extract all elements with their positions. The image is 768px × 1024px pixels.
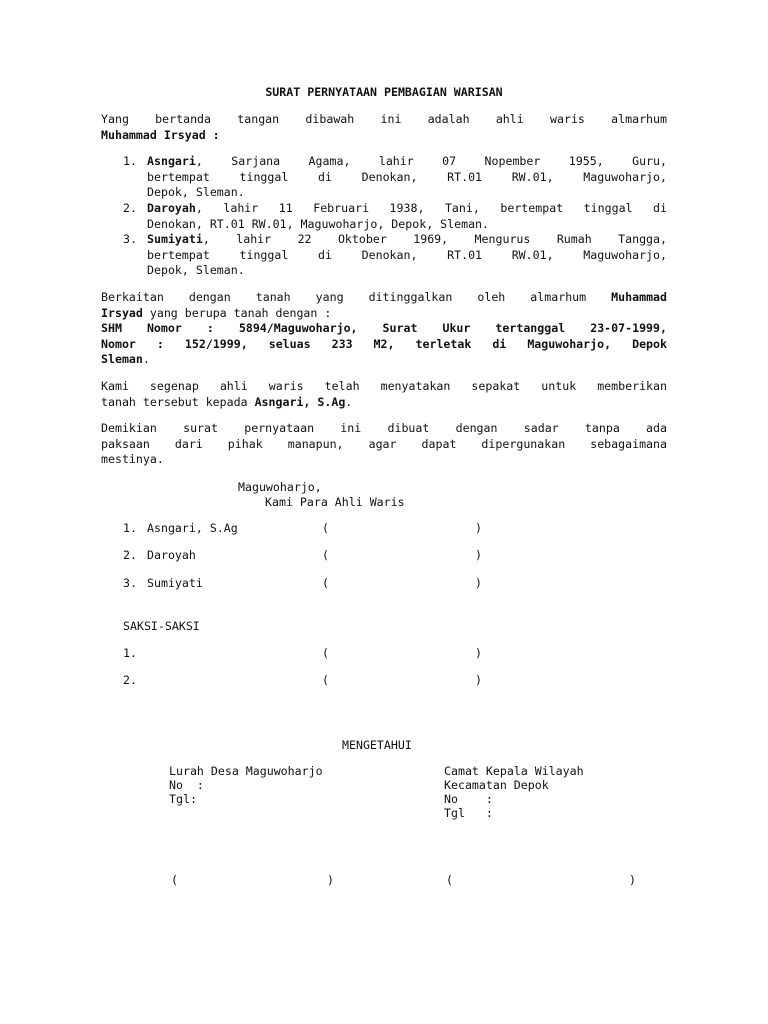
intro-paragraph [101,112,667,143]
signature-paren-open: ( [322,646,329,660]
lurah-number: No : [169,778,204,792]
signer-name: Sumiyati [147,576,203,590]
heir-number: 2. [123,201,137,215]
lurah-date: Tgl: [169,792,197,806]
intro-line-1: Yang bertanda tangan dibawah ini adalah ahli waris almarhum [101,112,667,126]
closing-paragraph: Demikian surat pernyataan ini dibuat dengan sadar tanpa ada paksaan dari pihak manapun, agar dapat dipergunakan sebagaimana mestinya. [101,421,667,467]
signature-paren-open: ( [322,673,329,687]
camat-office: Kecamatan Depok [444,778,549,792]
signature-paren-open: ( [322,576,329,590]
camat-number: No : [444,792,493,806]
acknowledge-heading: MENGETAHUI [342,738,412,752]
deceased-name: Muhammad Irsyad [101,127,206,142]
signature-paren-close: ) [475,673,482,687]
heir-name: Daroyah [147,201,196,215]
recipient-name: Asngari, S.Ag [254,394,346,409]
heir-number: 1. [123,154,137,168]
heir-number: 3. [123,232,137,246]
lurah-title: Lurah Desa Maguwoharjo [169,764,323,778]
heir-name: Asngari [147,154,196,168]
signer-name: Asngari, S.Ag [147,521,238,535]
signer-name: Daroyah [147,548,196,562]
heir-name: Sumiyati [147,232,203,246]
signature-paren-close: ) [327,873,334,887]
signature-paren-close: ) [475,646,482,660]
signature-paren-close: ) [475,548,482,562]
document-title: SURAT PERNYATAAN PEMBAGIAN WARISAN [265,85,503,99]
signature-paren-open: ( [446,873,453,887]
document-page: SURAT PERNYATAAN PEMBAGIAN WARISAN Yang bertanda tangan dibawah ini adalah ahli waris almarhum Muhammad Irsyad : 1. Asngari, Sarjana Agama, lahir 07 Nopember 1955, Guru, bertempat tinggal di Denokan, RT.01 RW.01, Maguwoharjo, Depok, Sleman. 2. Daroyah, lahir 11 Februari 1938, Tani, bertempat tinggal di Denokan, RT.01 RW.01, Maguwoharjo, Depok, Sleman. 3. Sumiyati, lahir 22 Oktober 1969, Mengurus Rumah Tangga, bertempat tinggal di Denokan, RT.01 RW.01, Maguwoharjo, Depok, Sleman. Berkaitan dengan tanah yang ditinggalkan oleh almarhum Muhammad Irsyad yang berupa tanah dengan : SHM Nomor : 5894/Maguwoharjo, Surat Ukur tertanggal 23-07-1999, Nomor : 152/1999, seluas 233 M2, terletak di Maguwoharjo, Depok Sleman. Kami segenap ahli waris telah menyatakan sepakat untuk memberikan tanah tersebut kepada Asngari, S.Ag. Demikian surat pernyataan ini dibuat dengan sadar tanpa ada paksaan dari pihak manapun, agar dapat dipergunakan sebagaimana mestinya. Maguwoharjo, Kami Para Ahli Waris 1. Asngari, S.Ag ( ) 2. Daroyah ( ) 3. Sumiyati ( ) SAKSI-SAKSI 1. ( ) 2. ( ) MENGETAHUI Lurah Desa Maguwoharjo No : Tgl: ( ) Camat Kepala Wilayah Kecamatan Depok No : Tgl : ( ) [0,0,768,1024]
camat-title: Camat Kepala Wilayah [444,764,584,778]
witnesses-heading: SAKSI-SAKSI [123,619,200,633]
signature-paren-open: ( [171,873,178,887]
agreement-paragraph: Kami segenap ahli waris telah menyatakan sepakat untuk memberikan tanah tersebut kepada Asngari, S.Ag. [101,379,667,409]
intro-line-2: Muhammad Irsyad : [101,127,220,142]
signature-paren-open: ( [322,548,329,562]
signature-paren-open: ( [322,521,329,535]
signature-paren-close: ) [475,521,482,535]
heirs-signature-heading: Kami Para Ahli Waris [265,495,405,509]
signature-paren-close: ) [629,873,636,887]
signature-paren-close: ) [475,576,482,590]
camat-date: Tgl : [444,806,493,820]
land-paragraph: Berkaitan dengan tanah yang ditinggalkan oleh almarhum Muhammad Irsyad yang berupa tanah dengan : SHM Nomor : 5894/Maguwoharjo, Surat Ukur tertanggal 23-07-1999, Nomor : 152/1999, seluas 233 M2, terletak di Maguwoharjo, Depok Sleman. [101,290,668,367]
place-date: Maguwoharjo, [238,480,322,494]
land-certificate: SHM Nomor : 5894/Maguwoharjo, Surat Ukur tertanggal 23-07-1999, [101,321,667,336]
